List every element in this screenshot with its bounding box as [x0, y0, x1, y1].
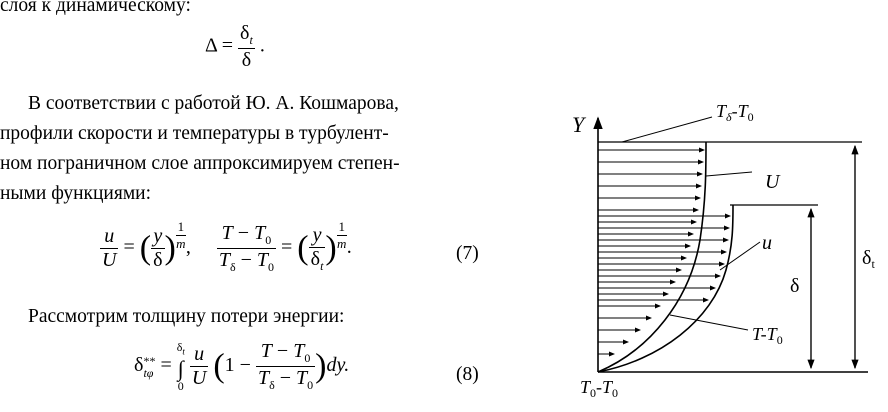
eq8-dy: dy. [326, 354, 350, 377]
eq8-lhs: δ ** tφ [134, 353, 156, 380]
pointer-T-T0 [670, 315, 748, 330]
paragraph-line-3: ном пограничном слое аппроксимируем степен- [0, 153, 400, 174]
paragraph-line-4: ными функциями: [0, 183, 152, 204]
eq8-u-over-U: $\frac{u}{U}$ [191, 343, 207, 389]
eq8-temperature-fraction: $\frac{T - T_0}{T_\delta - T_0}$ [257, 340, 314, 392]
equation-8-number: (8) [456, 364, 479, 385]
eq7-u: u [104, 225, 115, 247]
equation-8: δ ** tφ = $\delta_t$ ∫ 0 $\frac{u}{U}$ (1 − $\frac{T - T_0}{T_\delta - T_0}$ )dy. [134, 340, 350, 393]
label-top-temp: $T_\delta-T_0$ [716, 101, 754, 124]
label-delta: δ [790, 275, 800, 297]
equation-7: $\frac{u}{U}$ = ( $\frac{y}{\delta}$ ) $\frac{1}{m}$ , $\frac{T - T_0}{T_\delta - T_0}$ = ( $\frac{y}{\delta_t}$ ) $\frac{1}{m}$ . [102, 219, 352, 274]
label-delta-t: $\delta_t$ [862, 247, 875, 271]
delta-den: δ [241, 49, 252, 71]
label-U: U [765, 171, 780, 193]
eq7-comma: , [185, 236, 191, 259]
eq7-y-over-delta-t: $\frac{y}{\delta_t}$ [310, 223, 324, 273]
paragraph-2: Рассмотрим толщину потери энергии: [28, 306, 345, 327]
eq7-period: . [346, 236, 352, 259]
paragraph-line-2: профили скорости и температуры в турбулент- [0, 123, 389, 144]
eq7-exponent: $\frac{1}{m}$ [176, 219, 186, 252]
text-line-0: слоя к динамическому: [0, 0, 191, 16]
eq7-U: U [102, 249, 117, 271]
equation-7-number: (7) [456, 243, 479, 264]
label-axis-y: Y [572, 112, 585, 137]
label-T-minus-T0: $T-T_0$ [752, 324, 783, 347]
eq7-y: y [153, 225, 163, 247]
eq7-temperature-fraction: $\frac{T - T_0}{T_\delta - T_0}$ [218, 222, 275, 274]
delta-num-sub: t [249, 33, 253, 47]
eq7-exponent-2: $\frac{1}{m}$ [337, 219, 347, 252]
delta-tail: . [259, 34, 265, 57]
pointer-U [706, 172, 752, 176]
eq8-one-minus: 1 − [224, 354, 251, 377]
label-origin: $T_0-T_0$ [580, 377, 619, 400]
paragraph-line-1: В соответствии с работой Ю. А. Кошмарова, [28, 93, 399, 114]
delta-num: δ [240, 22, 250, 44]
pointer-top-temp [622, 117, 712, 142]
delta-lhs: Δ = [205, 34, 234, 57]
label-u: u [762, 232, 772, 254]
eq8-integral: $\delta_t$ ∫ 0 [176, 340, 185, 393]
pointer-u [720, 242, 760, 270]
velocity-profile-curve [598, 142, 706, 372]
eq7-delta: δ [153, 249, 163, 271]
